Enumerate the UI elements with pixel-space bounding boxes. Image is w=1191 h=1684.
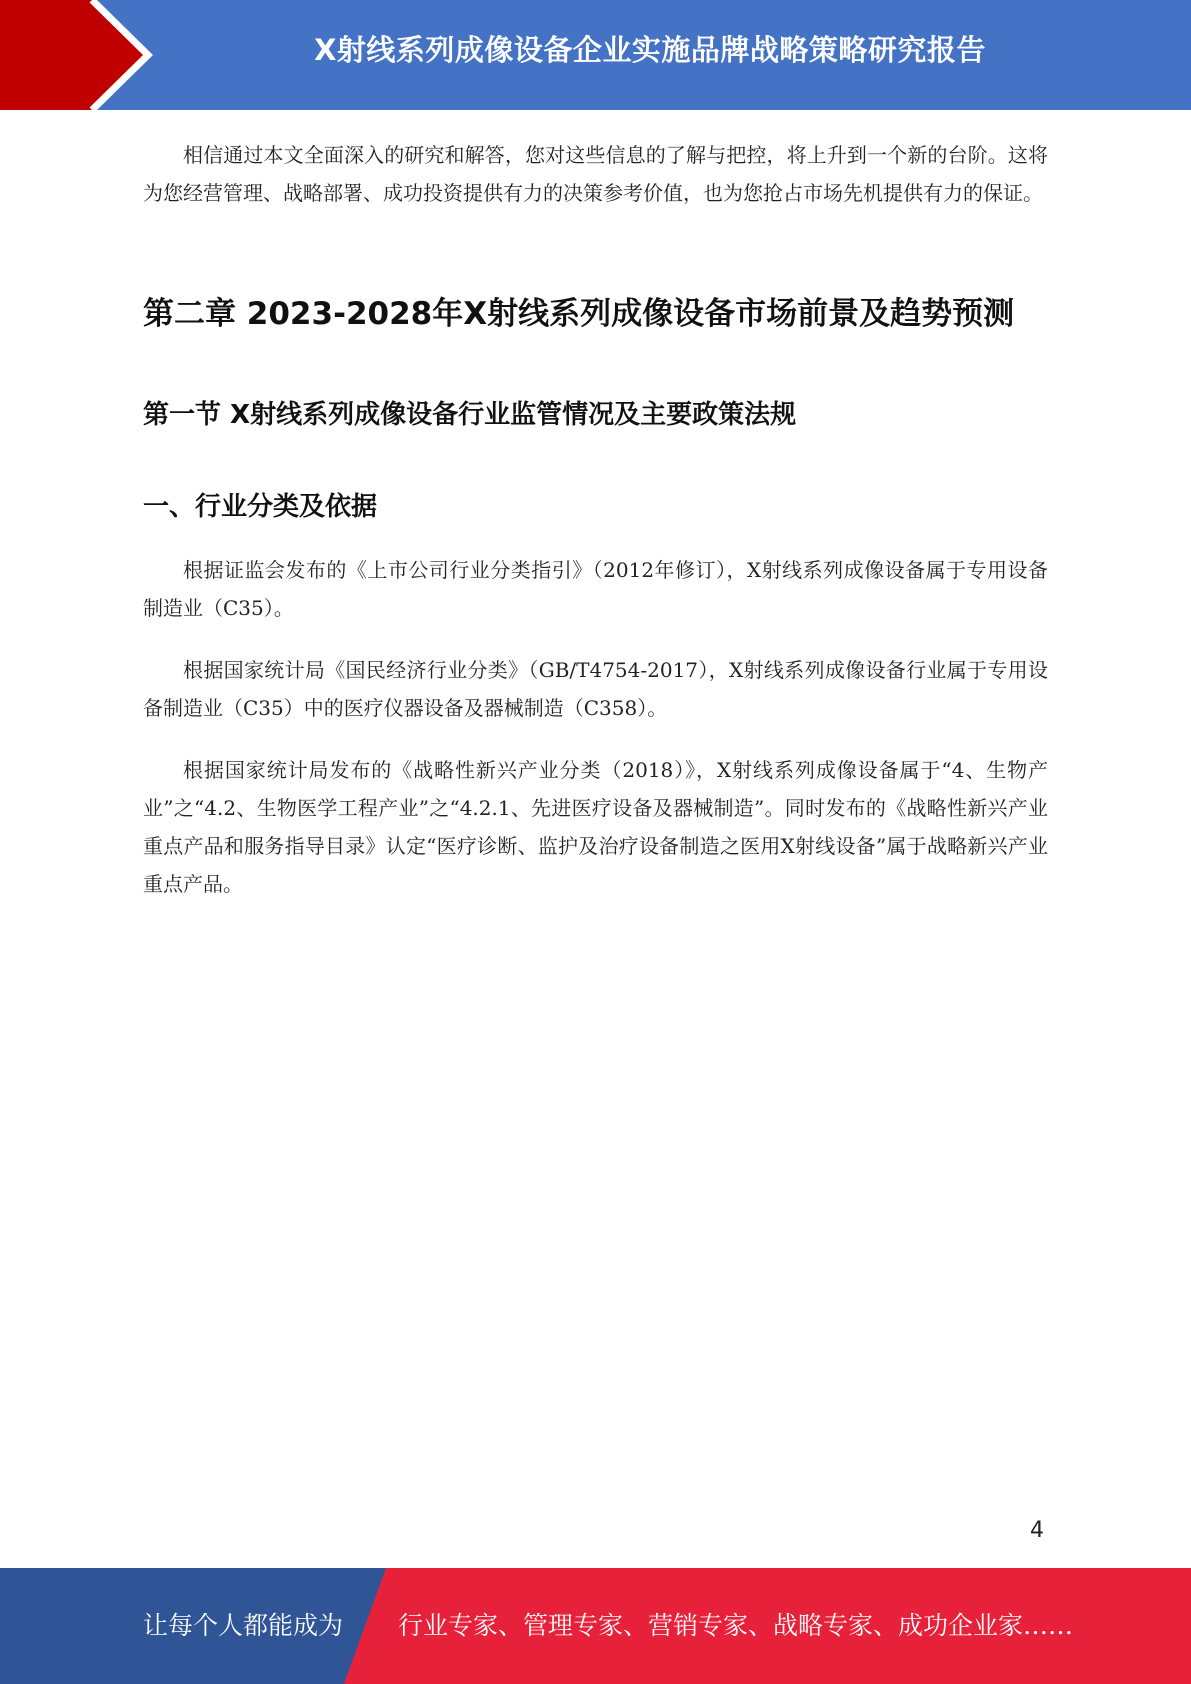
intro-paragraph: 相信通过本文全面深入的研究和解答，您对这些信息的了解与把控，将上升到一个新的台阶。这将为您经营管理、战略部署、成功投资提供有力的决策参考价值，也为您抢占市场先机提供有力的保证。 [143, 143, 1048, 205]
section-heading: 第一节 X射线系列成像设备行业监管情况及主要政策法规 [143, 400, 797, 430]
body-paragraph: 根据国家统计局《国民经济行业分类》（GB/T4754-2017），X射线系列成像设备行业属于专用设备制造业（C35）中的医疗仪器设备及器械制造（C358）。 [143, 658, 1048, 720]
footer-banner [0, 1568, 1191, 1684]
intro-block [143, 136, 1048, 212]
page-number: 4 [1030, 1518, 1044, 1543]
paragraph-block-2 [143, 651, 1048, 727]
report-title: X射线系列成像设备企业实施品牌战略策略研究报告 [314, 33, 986, 67]
footer-slogan-left: 让每个人都能成为 [143, 1611, 344, 1640]
header-banner [0, 0, 1191, 110]
chapter-heading: 第二章 2023-2028年X射线系列成像设备市场前景及趋势预测 [143, 296, 1015, 332]
footer-slogan-right: 行业专家、管理专家、营销专家、战略专家、成功企业家…… [398, 1611, 1074, 1640]
paragraph-block-1 [143, 551, 1048, 627]
body-paragraph: 根据国家统计局发布的《战略性新兴产业分类（2018）》，X射线系列成像设备属于“4、生物产业”之“4.2、生物医学工程产业”之“4.2.1、先进医疗设备及器械制造”。同时发布的《战略性新兴产业重点产品和服务指导目录》认定“医疗诊断、监护及治疗设备制造之医用X射线设备”属于战略新兴产业重点产品。 [143, 758, 1048, 896]
body-paragraph: 根据证监会发布的《上市公司行业分类指引》（2012年修订），X射线系列成像设备属于专用设备制造业（C35）。 [143, 558, 1048, 620]
paragraph-block-3 [143, 751, 1048, 903]
subsection-heading: 一、行业分类及依据 [143, 492, 378, 522]
red-chevron-logo [0, 0, 160, 110]
